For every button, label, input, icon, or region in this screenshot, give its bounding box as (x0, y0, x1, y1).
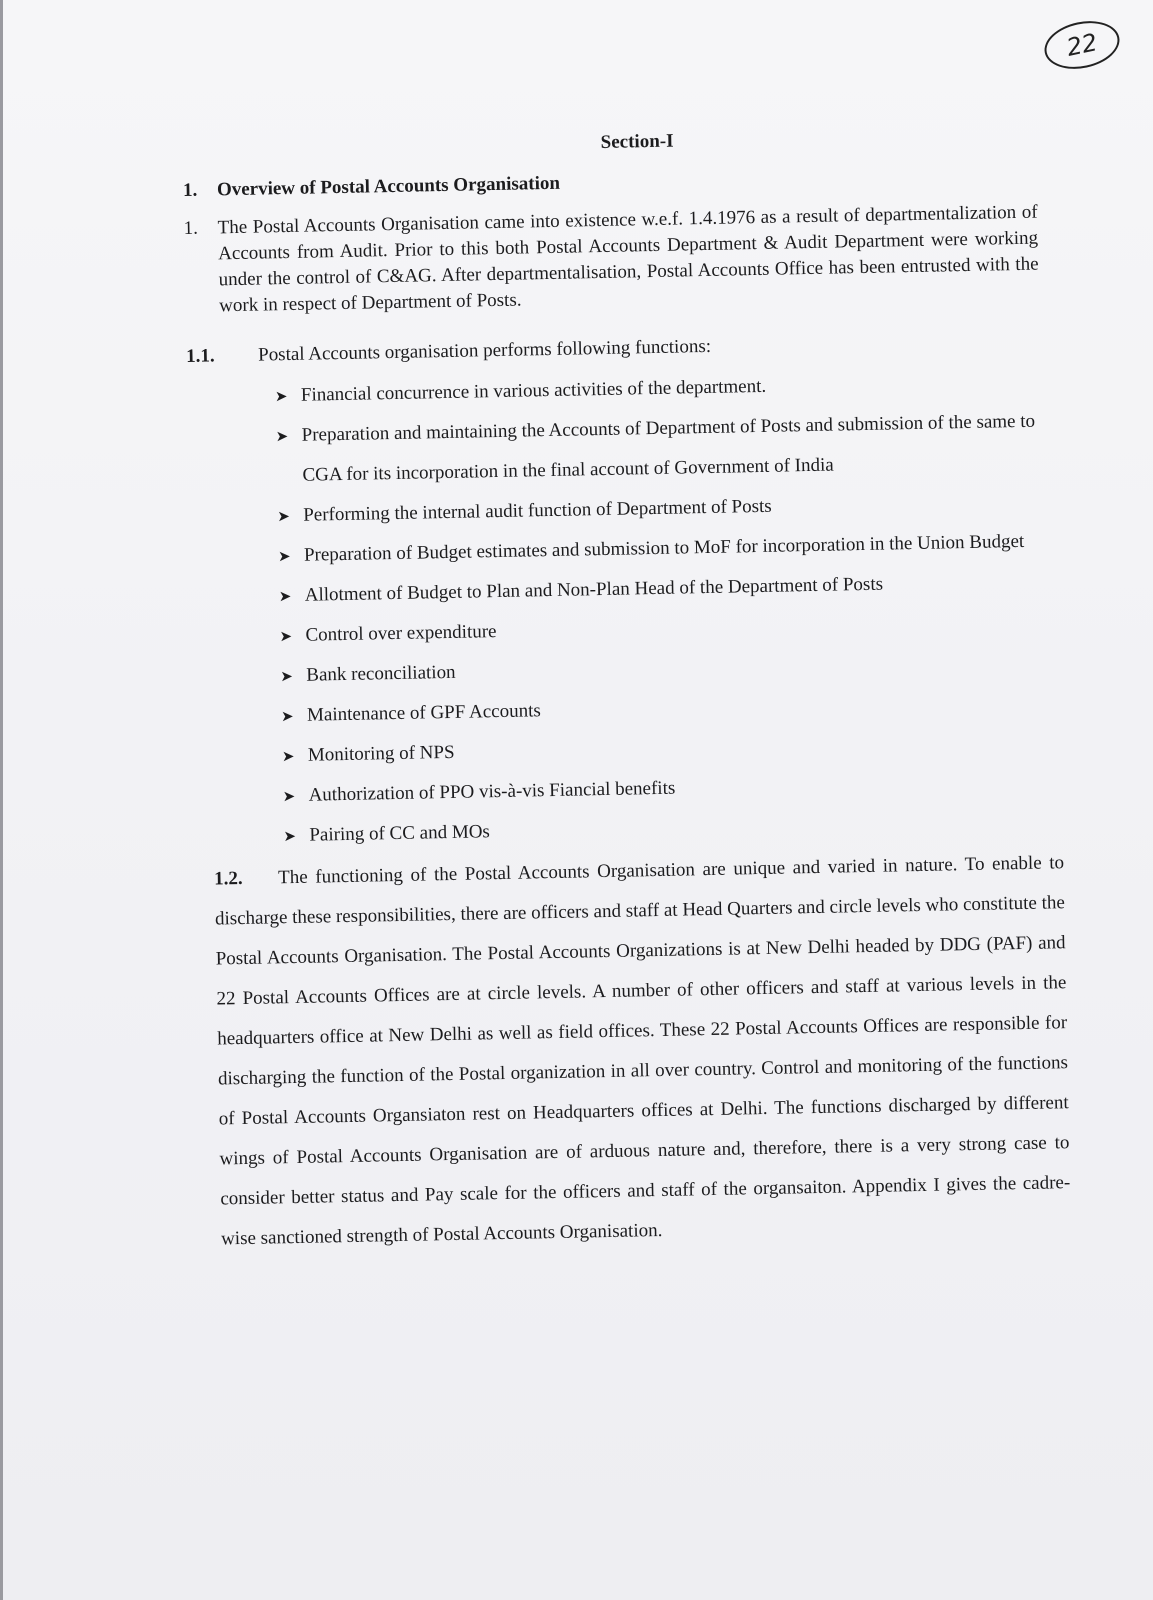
section-title: Section-I (600, 130, 674, 153)
list-item-text: Maintenance of GPF Accounts (306, 700, 541, 726)
list-item-text: Preparation and maintaining the Accounts of Department of Posts and submission of the same to CGA for its incorporation in the final account of Government of India (301, 410, 1036, 486)
intro-number: 1. (183, 217, 199, 239)
scan-edge (0, 0, 3, 1600)
list-item-text: Performing the internal audit function of Department of Posts (303, 495, 772, 526)
functioning-paragraph (214, 843, 1072, 1259)
heading-number: 1. (182, 179, 198, 201)
arrowhead-bullet-icon: ➤ (280, 666, 294, 686)
functioning-number: 1.2. (213, 867, 243, 890)
document-content (182, 123, 1083, 1260)
functions-intro-text: Postal Accounts organisation performs following functions: (257, 335, 712, 366)
arrowhead-bullet-icon: ➤ (281, 746, 295, 766)
list-item-text: Pairing of CC and MOs (309, 821, 491, 846)
arrowhead-bullet-icon: ➤ (283, 826, 297, 846)
arrowhead-bullet-icon: ➤ (280, 706, 294, 726)
intro-paragraph (183, 199, 1065, 320)
arrowhead-bullet-icon: ➤ (277, 507, 290, 526)
arrowhead-bullet-icon: ➤ (277, 546, 291, 566)
overview-heading (183, 163, 1063, 202)
handwritten-page-number (1040, 15, 1124, 76)
list-item-text: Financial concurrence in various activities of the department. (300, 375, 767, 406)
list-item-text: Control over expenditure (305, 621, 497, 646)
functioning-text: The functioning of the Postal Accounts Organisation are unique and varied in nature. To enable to discharge these responsibilities, there are officers and staff at Head Quarters and circle levels who constitute the Postal Accounts Organisation. The Postal Accounts Organizations is at New Delhi headed by DDG (PAF) and 22 Postal Accounts Offices are at circle levels. A number of other officers and staff at various levels in the headquarters office at New Delhi as well as field offices. These 22 Postal Accounts Offices are responsible for discharging the function of the Postal organization in all over country. Control and monitoring of the functions of Postal Accounts Organsiaton rest on Headquarters offices at Delhi. The functions discharged by different wings of Postal Accounts Organisation are of arduous nature and, therefore, there is a very strong case to consider better status and Pay scale for the officers and staff of the organsaiton. Appendix I gives the cadre-wise sanctioned strength of Postal Accounts Organisation. (214, 852, 1071, 1250)
list-item-text: Monitoring of NPS (307, 741, 455, 766)
functions-heading (186, 329, 1066, 368)
arrowhead-bullet-icon: ➤ (282, 786, 296, 806)
list-item (275, 401, 1056, 496)
list-item-text: Preparation of Budget estimates and submission to MoF for incorporation in the Union Budget (303, 530, 1025, 566)
heading-text: Overview of Postal Accounts Organisation (216, 172, 561, 201)
functions-number: 1.1. (185, 345, 215, 367)
list-item-text: Allotment of Budget to Plan and Non-Plan Head of the Department of Posts (304, 573, 884, 606)
intro-text: The Postal Accounts Organisation came into existence w.e.f. 1.4.1976 as a result of departmentalization of Accounts from Audit. Prior to this both Postal Accounts Department & Audit Department were working under the control of C&AG. After departmentalisation, Postal Accounts Office has been entrusted with the work in respect of Department of Posts. (217, 201, 1039, 317)
arrowhead-bullet-icon: ➤ (275, 427, 289, 446)
arrowhead-bullet-icon: ➤ (278, 586, 292, 606)
page-number-text: 22 (1064, 28, 1100, 62)
arrowhead-bullet-icon: ➤ (279, 626, 293, 646)
arrowhead-bullet-icon: ➤ (274, 387, 288, 406)
list-item-text: Bank reconciliation (306, 661, 456, 686)
list-item-text: Authorization of PPO vis-à-vis Fiancial benefits (308, 777, 676, 806)
functions-list (187, 361, 1064, 858)
